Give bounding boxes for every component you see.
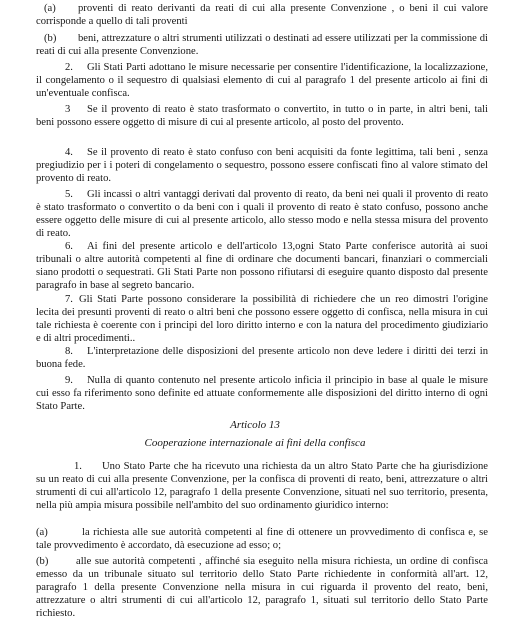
paragraph-number: 2. [65, 62, 73, 73]
paragraph-a [36, 2, 488, 28]
article-paragraph-b [36, 555, 488, 620]
paragraph-9 [36, 374, 488, 413]
paragraph-text: Se il provento di reato è stato trasformato o convertito, in tutto o in parte, in altri beni, tali beni possono essere oggetto di misure di cui al presente articolo, al posto del provento. [36, 104, 488, 128]
paragraph-text: Gli incassi o altri vantaggi derivati dal provento di reato, da beni nei quali il provento di reato è stato trasformato o convertito o da beni con i quali il provento di reato è stato confuso, possono anche essere oggetto delle misure di cui al presente articolo, allo stesso modo e nella stessa misura del provento di reato. [36, 189, 488, 239]
paragraph-text: Gli Stati Parte possono considerare la possibilità di richiedere che un reo dimostri l'origine lecita dei presunti proventi di reato o altri beni che possono essere oggetto di confisca, nella misura in cui tale richiesta è coerente con i principi del loro diritto interno e con la natura del procedimento giudiziario e di altri procedimenti.. [36, 294, 488, 344]
paragraph-number: 1. [74, 461, 82, 472]
paragraph-text: Gli Stati Parti adottano le misure necessarie per consentire l'identificazione, la localizzazione, il congelamento o il sequestro di qualsiasi elemento di cui al paragrafo 1 del presente articolo ai fini di un'eventuale confisca. [36, 62, 488, 99]
paragraph-number: 4. [65, 147, 73, 158]
paragraph-4 [36, 146, 488, 185]
article-title: Articolo 13 [230, 419, 280, 431]
paragraph-text: Se il provento di reato è stato confuso con beni acquisiti da fonte legittima, tali beni , senza pregiudizio per i i poteri di congelamento o sequestro, possono essere confiscati fino al valore stimato del provento di reato. [36, 147, 488, 184]
paragraph-number: 5. [65, 189, 73, 200]
paragraph-text: Ai fini del presente articolo e dell'articolo 13,ogni Stato Parte conferisce autorità ai suoi tribunali o altre autorità competenti al fine di ordinare che documenti bancari, finanziari o commerciali siano prodotti o sequestrati. Gli Stati Parte non possono rifiutarsi di eseguire quanto disposto dal presente paragrafo in base al segreto bancario. [36, 241, 488, 291]
paragraph-text: alle sue autorità competenti , affinché sia eseguito nella misura richiesta, un ordine di confisca emesso da un tribunale situato sul territorio dello Stato Parte richiedente in conformità all'art. 12, paragrafo 1 della presente Convenzione nella misura in cui riguarda il provento del reato, beni, attrezzature o altri strumenti di cui all'articolo 12, paragrafo 1, situati sul territorio dello Stato Parte richiesto. [36, 556, 488, 619]
paragraph-number: 7. [65, 294, 73, 305]
article-paragraph-a [36, 526, 488, 552]
paragraph-text: la richiesta alle sue autorità competenti al fine di ottenere un provvedimento di confisca e, se tale provvedimento è accordato, dà esecuzione ad esso; o; [36, 527, 488, 551]
paragraph-3 [36, 103, 488, 129]
paragraph-text: L'interpretazione delle disposizioni del presente articolo non deve ledere i diritti dei terzi in buona fede. [36, 346, 488, 370]
paragraph-2 [36, 61, 488, 100]
paragraph-number: 3 [65, 104, 71, 115]
paragraph-number: 6. [65, 241, 73, 252]
paragraph-8 [36, 345, 488, 371]
article-subtitle: Cooperazione internazionale ai fini della confisca [144, 437, 366, 449]
paragraph-5 [36, 188, 488, 240]
paragraph-text: Nulla di quanto contenuto nel presente articolo inficia il principio in base al quale le misure cui esso fa riferimento sono definite ed attuate conformemente alle disposizioni del diritto interno di ogni Stato Parte. [36, 375, 488, 412]
paragraph-number: (a) [36, 527, 48, 538]
paragraph-7 [36, 293, 488, 345]
paragraph-number: (b) [36, 556, 49, 567]
paragraph-number: 8. [65, 346, 73, 357]
paragraph-number: (b) [44, 33, 57, 44]
paragraph-text: beni, attrezzature o altri strumenti utilizzati o destinati ad essere utilizzati per la commissione di reati di cui alla presente Convenzione. [36, 33, 488, 57]
paragraph-b [36, 32, 488, 58]
paragraph-number: 9. [65, 375, 73, 386]
paragraph-6 [36, 240, 488, 292]
paragraph-text: proventi di reato derivanti da reati di cui alla presente Convenzione , o beni il cui valore corrisponde a quello di tali proventi [36, 3, 488, 27]
paragraph-number: (a) [44, 3, 56, 14]
paragraph-text: Uno Stato Parte che ha ricevuto una richiesta da un altro Stato Parte che ha giurisdizione su un reato di cui alla presente Convenzione, per la confisca di proventi di reato, beni, attrezzature o altri strumenti di cui all'articolo 12, paragrafo 1 della presente Convenzione, situati nel suo territorio, presenta, nella più ampia misura possibile nell'ambito del suo ordinamento giuridico interno: [36, 461, 488, 511]
article-paragraph-1 [36, 460, 488, 512]
